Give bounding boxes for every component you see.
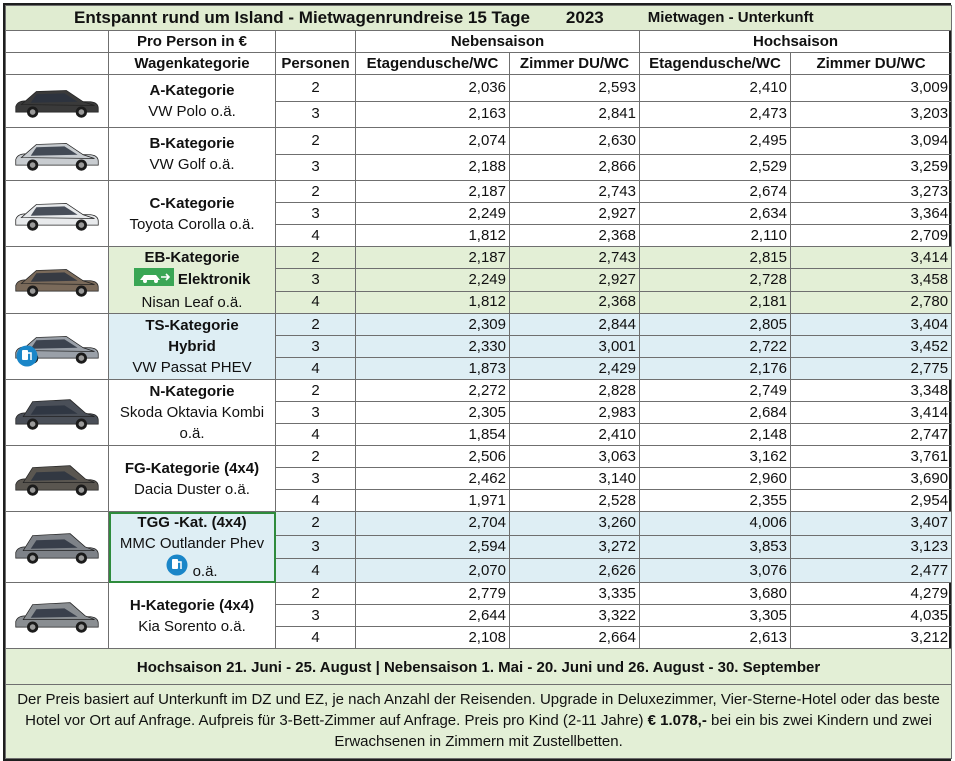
price-table-sheet: [3, 3, 951, 761]
price-cell: 2,828: [510, 380, 640, 402]
car-image-cell: [6, 75, 109, 128]
category-cell[interactable]: [109, 380, 276, 446]
price-cell: 2,070: [356, 559, 510, 583]
car-photo: [12, 453, 102, 499]
table-row: [6, 181, 952, 203]
price-cell: 2,927: [510, 269, 640, 291]
car-photo: [12, 254, 102, 300]
price-cell: 2,176: [640, 358, 791, 380]
header-high-season: Hochsaison: [640, 31, 952, 53]
category-line: [112, 402, 272, 423]
price-cell: 3,458: [791, 269, 952, 291]
car-image-cell: [6, 512, 109, 583]
price-cell: 3,335: [510, 583, 640, 605]
price-cell: 3,761: [791, 446, 952, 468]
price-cell: 2,355: [640, 490, 791, 512]
category-cell[interactable]: [109, 181, 276, 247]
car-image-cell: [6, 583, 109, 649]
category-model: VW Golf o.ä.: [149, 156, 235, 173]
persons-cell: 3: [276, 336, 356, 358]
price-cell: 3,853: [640, 535, 791, 559]
page-title: Entspannt rund um Island - Mietwagenrundreise 15 Tage: [74, 8, 530, 27]
category-name: B-Kategorie: [149, 135, 235, 152]
price-cell: 3,076: [640, 559, 791, 583]
category-cell[interactable]: [109, 446, 276, 512]
category-line: [112, 315, 272, 336]
price-cell: 2,163: [356, 101, 510, 128]
price-cell: 2,249: [356, 269, 510, 291]
price-cell: 2,709: [791, 225, 952, 247]
price-cell: 2,954: [791, 490, 952, 512]
price-cell: 3,404: [791, 314, 952, 336]
season-dates: Hochsaison 21. Juni - 25. August | Nebensaison 1. Mai - 20. Juni und 26. August - 30. September: [6, 649, 952, 685]
category-name: C-Kategorie: [149, 194, 235, 212]
header-high-floor-shower: Etagendusche/WC: [640, 53, 791, 75]
pricing-note: [6, 685, 952, 759]
hybrid-charging-icon: [166, 563, 188, 580]
category-line: [112, 554, 272, 582]
price-cell: 2,743: [510, 181, 640, 203]
price-cell: 2,462: [356, 468, 510, 490]
category-cell[interactable]: [109, 247, 276, 314]
category-line: [112, 154, 272, 175]
price-cell: 2,074: [356, 128, 510, 155]
category-line: [112, 247, 272, 268]
persons-cell: 3: [276, 605, 356, 627]
price-cell: 2,594: [356, 535, 510, 559]
price-cell: 2,775: [791, 358, 952, 380]
category-name: Hybrid: [168, 338, 216, 355]
header-low-season: Nebensaison: [356, 31, 640, 53]
category-name: TGG -Kat. (4x4): [137, 514, 247, 531]
category-model: Skoda Oktavia Kombi: [119, 404, 265, 421]
category-name: Elektronik: [177, 270, 251, 288]
car-photo: [12, 75, 102, 121]
category-line: [112, 336, 272, 357]
price-cell: 3,260: [510, 512, 640, 536]
category-name: N-Kategorie: [149, 383, 235, 400]
persons-cell: 4: [276, 627, 356, 649]
price-cell: 2,593: [510, 75, 640, 102]
price-cell: 2,272: [356, 380, 510, 402]
category-model: VW Polo o.ä.: [148, 103, 236, 120]
price-cell: 2,036: [356, 75, 510, 102]
price-cell: 2,664: [510, 627, 640, 649]
price-cell: 2,148: [640, 424, 791, 446]
category-line: [112, 512, 272, 533]
price-cell: 2,747: [791, 424, 952, 446]
price-cell: 2,780: [791, 291, 952, 313]
price-cell: 2,815: [640, 247, 791, 269]
persons-cell: 4: [276, 358, 356, 380]
price-cell: 2,249: [356, 203, 510, 225]
price-cell: 2,309: [356, 314, 510, 336]
table-row: [6, 128, 952, 155]
category-cell[interactable]: [109, 512, 276, 583]
table-row: [6, 446, 952, 468]
price-cell: 2,613: [640, 627, 791, 649]
price-cell: 3,162: [640, 446, 791, 468]
price-cell: 3,094: [791, 128, 952, 155]
header-per-person: Pro Person in €: [109, 31, 276, 53]
ev-plug-icon: [134, 268, 174, 292]
category-line: [112, 214, 272, 235]
persons-cell: 3: [276, 402, 356, 424]
price-cell: 2,634: [640, 203, 791, 225]
price-cell: 1,971: [356, 490, 510, 512]
persons-cell: 4: [276, 225, 356, 247]
header-row-1: [6, 31, 952, 53]
persons-cell: 3: [276, 269, 356, 291]
price-cell: 2,927: [510, 203, 640, 225]
car-image-cell: [6, 446, 109, 512]
price-cell: 3,001: [510, 336, 640, 358]
price-cell: 2,722: [640, 336, 791, 358]
table-row: [6, 512, 952, 536]
price-cell: 2,305: [356, 402, 510, 424]
price-cell: 2,704: [356, 512, 510, 536]
price-cell: 2,960: [640, 468, 791, 490]
price-cell: 3,414: [791, 402, 952, 424]
price-cell: 2,477: [791, 559, 952, 583]
price-cell: 4,279: [791, 583, 952, 605]
persons-cell: 2: [276, 181, 356, 203]
persons-cell: 3: [276, 101, 356, 128]
car-photo: [12, 521, 102, 567]
footer-note-row: [6, 685, 952, 759]
category-name: A-Kategorie: [149, 82, 235, 99]
price-cell: 3,452: [791, 336, 952, 358]
category-line: [112, 80, 272, 101]
category-line: [112, 193, 272, 214]
price-cell: 2,630: [510, 128, 640, 155]
title-subtitle: Mietwagen - Unterkunft: [647, 9, 814, 26]
persons-cell: 4: [276, 559, 356, 583]
category-model: Kia Sorento o.ä.: [138, 617, 246, 635]
category-line: [112, 458, 272, 479]
price-cell: 2,805: [640, 314, 791, 336]
category-model: o.ä.: [179, 425, 205, 442]
persons-cell: 4: [276, 490, 356, 512]
price-cell: 1,854: [356, 424, 510, 446]
price-cell: 2,368: [510, 225, 640, 247]
table-row: [6, 583, 952, 605]
persons-cell: 4: [276, 291, 356, 313]
price-cell: 2,187: [356, 181, 510, 203]
price-cell: 2,410: [640, 75, 791, 102]
price-cell: 1,873: [356, 358, 510, 380]
car-image-cell: [6, 314, 109, 380]
price-cell: 2,429: [510, 358, 640, 380]
price-cell: 3,063: [510, 446, 640, 468]
car-image-cell: [6, 181, 109, 247]
category-line: [112, 357, 272, 378]
price-cell: 2,528: [510, 490, 640, 512]
price-cell: 2,108: [356, 627, 510, 649]
price-cell: 2,684: [640, 402, 791, 424]
category-name: EB-Kategorie: [144, 249, 240, 266]
price-cell: 3,123: [791, 535, 952, 559]
price-cell: 2,330: [356, 336, 510, 358]
category-model: MMC Outlander Phev: [119, 535, 265, 552]
footer-seasons-row: [6, 649, 952, 685]
category-line: [112, 479, 272, 500]
table-row: [6, 75, 952, 102]
price-cell: 3,273: [791, 181, 952, 203]
category-line: [112, 423, 272, 444]
price-cell: 2,749: [640, 380, 791, 402]
persons-cell: 2: [276, 247, 356, 269]
persons-cell: 3: [276, 203, 356, 225]
header-high-room-shower: Zimmer DU/WC: [791, 53, 952, 75]
persons-cell: 2: [276, 583, 356, 605]
price-cell: 3,259: [791, 154, 952, 181]
category-model: VW Passat PHEV: [132, 359, 252, 376]
category-name: FG-Kategorie (4x4): [124, 459, 260, 477]
price-cell: 2,674: [640, 181, 791, 203]
category-model: Nisan Leaf o.ä.: [141, 294, 243, 311]
pricing-note-text-b: bei ein bis zwei Kindern und zwei Erwachsenen in Zimmern mit Zustellbetten.: [334, 712, 932, 750]
price-cell: 3,348: [791, 380, 952, 402]
persons-cell: 3: [276, 468, 356, 490]
price-cell: 2,626: [510, 559, 640, 583]
header-blank: [6, 31, 109, 53]
price-cell: 2,841: [510, 101, 640, 128]
category-line: [112, 292, 272, 313]
table-row: [6, 314, 952, 336]
pricing-note-text-a: Der Preis basiert auf Unterkunft im DZ und EZ, je nach Anzahl der Reisenden. Upgrade in Deluxezimmer, Vier-Sterne-Hotel oder das beste Hotel vor Ort auf Anfrage. Aufpreis für 3-Bett-Zimmer auf Anfrage. Preis pro Kind (2-11 Jahre): [17, 691, 940, 729]
category-line: [112, 616, 272, 637]
category-model: Dacia Duster o.ä.: [134, 480, 250, 498]
price-cell: 3,690: [791, 468, 952, 490]
category-line: [112, 101, 272, 122]
category-cell[interactable]: [109, 583, 276, 649]
table-row: [6, 380, 952, 402]
category-cell[interactable]: [109, 128, 276, 181]
price-cell: 1,812: [356, 291, 510, 313]
price-cell: 1,812: [356, 225, 510, 247]
price-cell: 2,644: [356, 605, 510, 627]
price-cell: 2,410: [510, 424, 640, 446]
persons-cell: 2: [276, 128, 356, 155]
header-low-room-shower: Zimmer DU/WC: [510, 53, 640, 75]
category-line: [112, 381, 272, 402]
price-cell: 3,212: [791, 627, 952, 649]
price-cell: 2,181: [640, 291, 791, 313]
price-cell: 3,009: [791, 75, 952, 102]
price-cell: 2,779: [356, 583, 510, 605]
price-cell: 2,866: [510, 154, 640, 181]
price-cell: 4,035: [791, 605, 952, 627]
price-cell: 3,680: [640, 583, 791, 605]
header-low-floor-shower: Etagendusche/WC: [356, 53, 510, 75]
car-image-cell: [6, 380, 109, 446]
header-row-2: [6, 53, 952, 75]
child-price: € 1.078,-: [647, 712, 707, 729]
car-photo: [12, 128, 102, 174]
persons-cell: 2: [276, 75, 356, 102]
category-line: [112, 133, 272, 154]
price-cell: 3,364: [791, 203, 952, 225]
price-cell: 3,140: [510, 468, 640, 490]
table-row: [6, 247, 952, 269]
price-cell: 2,473: [640, 101, 791, 128]
header-blank-3: [6, 53, 109, 75]
header-blank-2: [276, 31, 356, 53]
price-table: [5, 5, 952, 759]
category-line: [112, 268, 272, 292]
price-cell: 3,322: [510, 605, 640, 627]
price-cell: 2,743: [510, 247, 640, 269]
persons-cell: 3: [276, 154, 356, 181]
price-cell: 2,110: [640, 225, 791, 247]
category-line: [112, 595, 272, 616]
title-row: [6, 6, 952, 31]
category-model: o.ä.: [192, 563, 218, 580]
price-cell: 2,844: [510, 314, 640, 336]
category-model: Toyota Corolla o.ä.: [129, 215, 255, 233]
car-image-cell: [6, 128, 109, 181]
price-cell: 3,305: [640, 605, 791, 627]
price-cell: 3,414: [791, 247, 952, 269]
price-cell: 2,506: [356, 446, 510, 468]
price-cell: 3,203: [791, 101, 952, 128]
header-category: Wagenkategorie: [109, 53, 276, 75]
price-cell: 3,272: [510, 535, 640, 559]
category-name: TS-Kategorie: [145, 317, 239, 334]
category-name: H-Kategorie (4x4): [129, 596, 255, 614]
price-cell: 4,006: [640, 512, 791, 536]
title-year: 2023: [565, 8, 604, 27]
car-photo: [12, 387, 102, 433]
persons-cell: 3: [276, 535, 356, 559]
car-photo: [12, 590, 102, 636]
persons-cell: 2: [276, 314, 356, 336]
price-cell: 2,983: [510, 402, 640, 424]
persons-cell: 2: [276, 512, 356, 536]
persons-cell: 2: [276, 446, 356, 468]
price-cell: 2,188: [356, 154, 510, 181]
price-cell: 2,187: [356, 247, 510, 269]
car-image-cell: [6, 247, 109, 314]
category-line: [112, 533, 272, 554]
car-photo: [12, 188, 102, 234]
category-cell[interactable]: [109, 75, 276, 128]
header-persons: Personen: [276, 53, 356, 75]
price-cell: 2,728: [640, 269, 791, 291]
hybrid-charging-icon: [16, 354, 38, 371]
persons-cell: 4: [276, 424, 356, 446]
price-cell: 3,407: [791, 512, 952, 536]
price-cell: 2,368: [510, 291, 640, 313]
price-cell: 2,495: [640, 128, 791, 155]
category-cell[interactable]: [109, 314, 276, 380]
price-cell: 2,529: [640, 154, 791, 181]
persons-cell: 2: [276, 380, 356, 402]
